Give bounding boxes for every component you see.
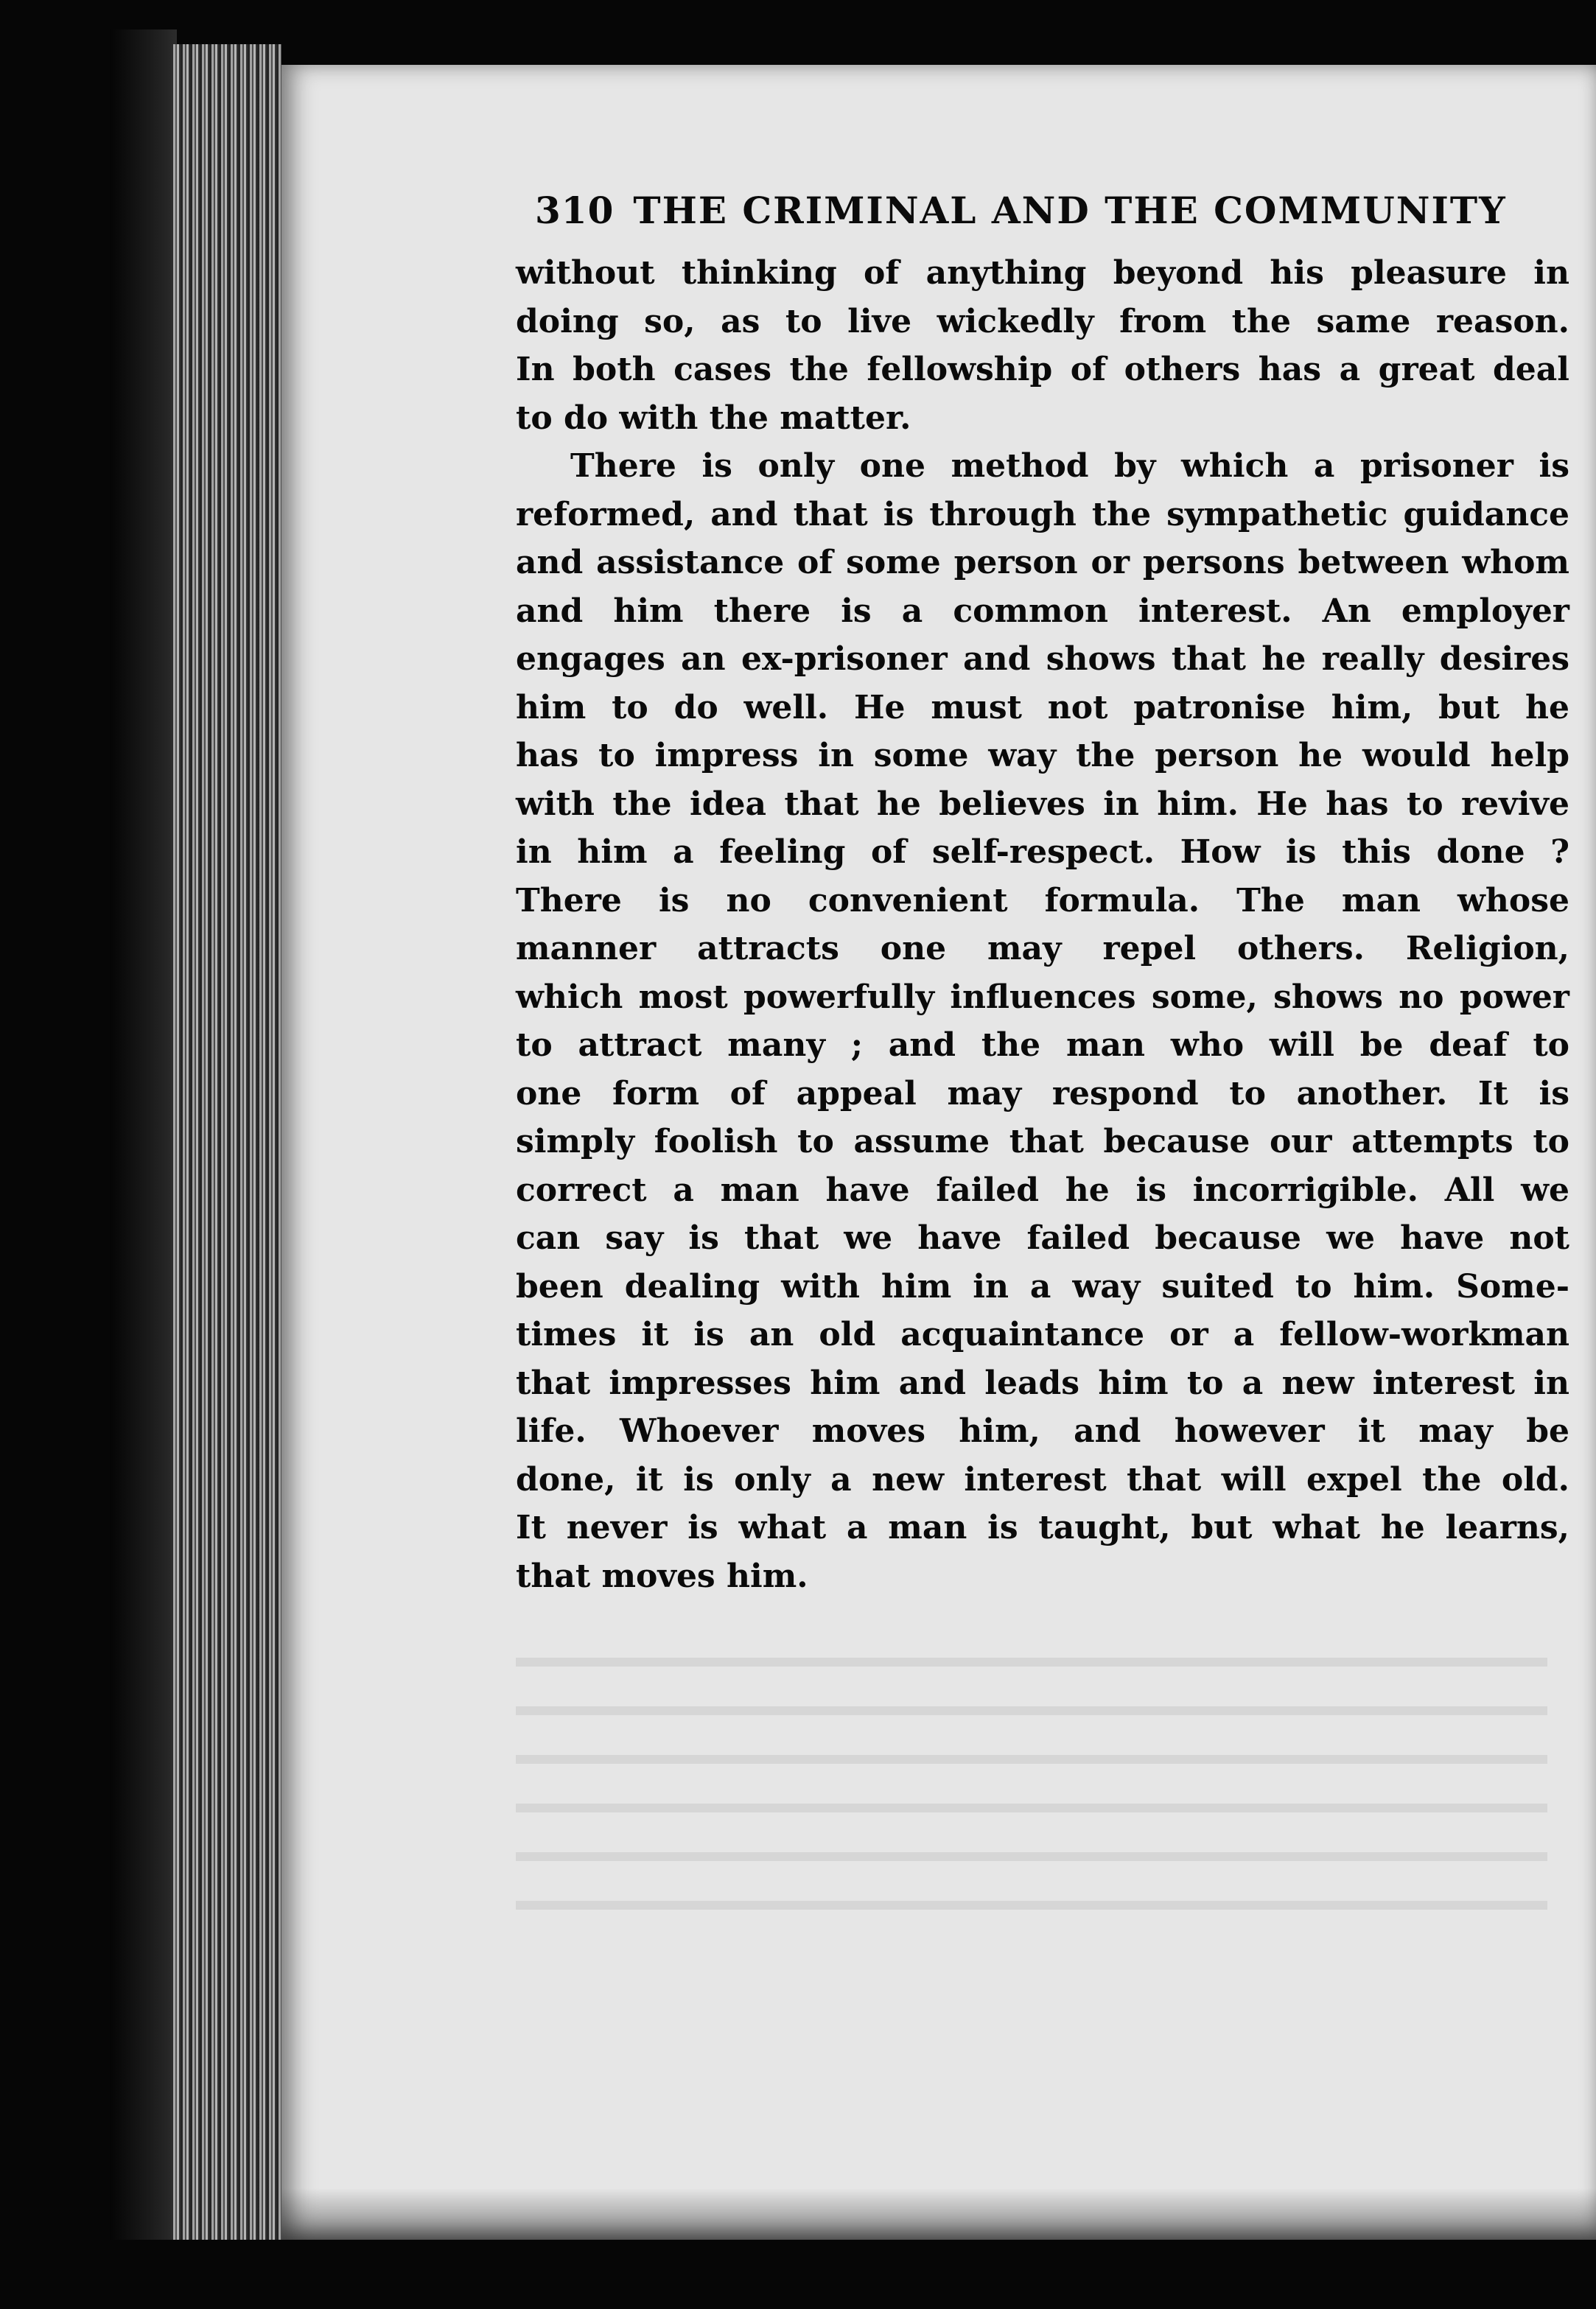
- text-line: engages an ex-prisoner and shows that he really desires: [516, 640, 1569, 678]
- text-line: In both cases the fellowship of others has a great deal: [516, 351, 1569, 388]
- text-line: in him a feeling of self-respect. How is this done ?: [516, 833, 1569, 871]
- text-line: done, it is only a new interest that will expel the old.: [516, 1460, 1569, 1499]
- text-line: one form of appeal may respond to another. It is: [516, 1074, 1569, 1113]
- text-line: times it is an old acquaintance or a fellow-workman: [516, 1316, 1569, 1353]
- text-line: that impresses him and leads him to a new interest in: [516, 1364, 1569, 1402]
- text-line: and assistance of some person or persons between whom: [516, 544, 1569, 581]
- book-spine-shadow: [111, 29, 177, 2240]
- text-line: has to impress in some way the person he would help: [516, 737, 1569, 774]
- text-line: to attract many ; and the man who will be deaf to: [516, 1026, 1569, 1064]
- text-line: without thinking of anything beyond his pleasure in: [516, 254, 1569, 292]
- text-line: reformed, and that is through the sympathetic guidance: [516, 495, 1569, 533]
- text-line: and him there is a common interest. An employer: [516, 592, 1569, 630]
- text-line: correct a man have failed he is incorrigible. All we: [516, 1171, 1569, 1209]
- text-line: him to do well. He must not patronise him, but he: [516, 688, 1569, 726]
- text-line: manner attracts one may repel others. Religion,: [516, 930, 1569, 967]
- text-line: There is no convenient formula. The man whose: [516, 881, 1569, 919]
- reverse-page-show-through: [516, 1628, 1547, 1938]
- text-line: It never is what a man is taught, but what he learns,: [516, 1509, 1569, 1546]
- paragraph: [516, 442, 1569, 1600]
- text-line: to do with the matter.: [516, 399, 911, 437]
- running-head: [535, 189, 1537, 248]
- text-line: that moves him.: [516, 1557, 808, 1595]
- text-line: been dealing with him in a way suited to him. Some-: [516, 1267, 1569, 1306]
- book-page-edges: [171, 44, 281, 2240]
- text-line: can say is that we have failed because we have not: [516, 1219, 1569, 1257]
- text-line: with the idea that he believes in him. He has to revive: [516, 785, 1569, 823]
- body-text: [516, 249, 1569, 1600]
- text-line: doing so, as to live wickedly from the same reason.: [516, 302, 1569, 340]
- text-line: There is only one method by which a prisoner is: [570, 447, 1569, 485]
- running-title: THE CRIMINAL AND THE COMMUNITY: [633, 189, 1507, 232]
- text-line: life. Whoever moves him, and however it may be: [516, 1412, 1569, 1450]
- text-line: simply foolish to assume that because our attempts to: [516, 1123, 1569, 1160]
- text-line: which most powerfully influences some, shows no power: [516, 978, 1569, 1016]
- page-number: 310: [535, 189, 615, 232]
- paragraph: [516, 249, 1569, 442]
